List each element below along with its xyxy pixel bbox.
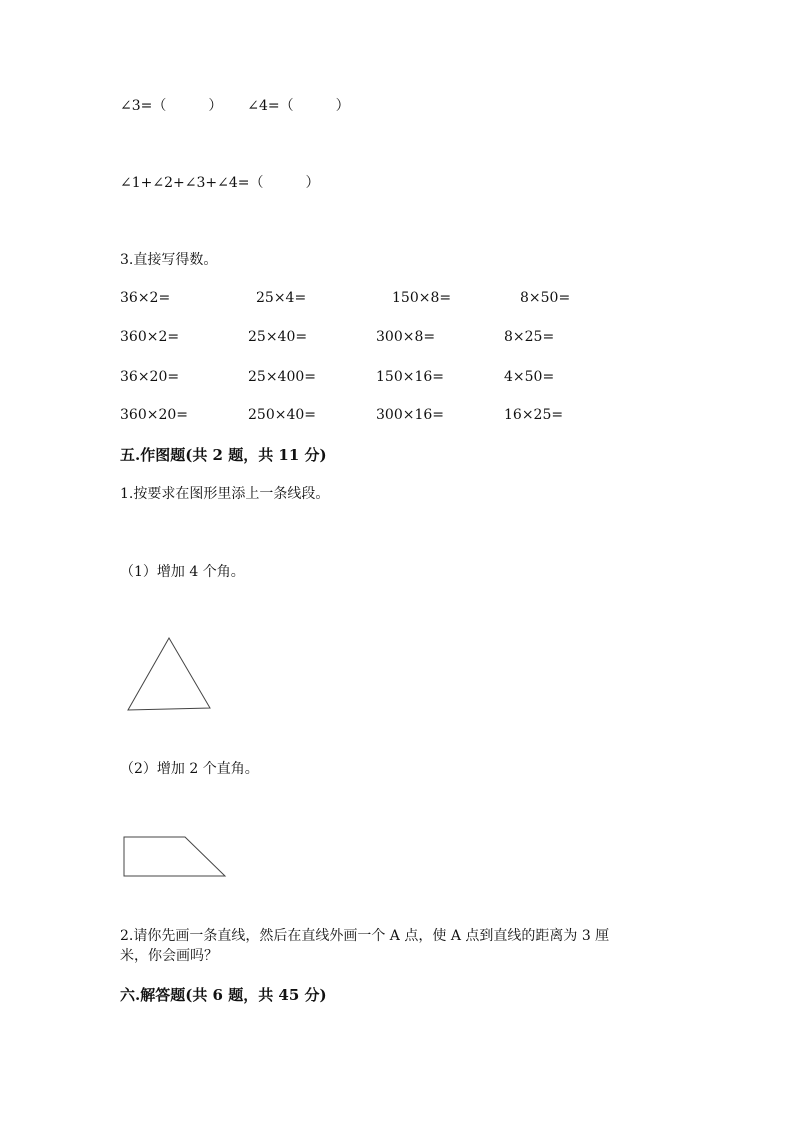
angle4-blank: ∠4=（ ） [247,98,350,114]
s5-q1-title: 1.按要求在图形里添上一条线段。 [120,486,330,502]
calc-item: 25×400= [248,369,316,385]
calc-item: 8×25= [504,329,555,345]
calc-item: 150×16= [376,369,444,385]
calc-item: 25×40= [248,329,308,345]
angle-sum-line: ∠1+∠2+∠3+∠4=（ ） [120,175,320,191]
calc-item: 300×8= [376,329,436,345]
s5-q1-sub1: （1）增加 4 个角。 [120,564,245,580]
calc-item: 25×4= [256,290,307,306]
q3-title: 3.直接写得数。 [120,252,218,268]
calc-item: 360×20= [120,407,188,423]
s5-q1-sub2: （2）增加 2 个直角。 [120,761,259,777]
calc-item: 250×40= [248,407,316,423]
angle3-blank: ∠3=（ ） [120,98,223,114]
calc-item: 36×20= [120,369,180,385]
calc-item: 16×25= [504,407,564,423]
section5-title: 五.作图题(共 2 题，共 11 分) [120,446,327,464]
calc-item: 150×8= [392,290,452,306]
calc-item: 4×50= [504,369,555,385]
section6-title: 六.解答题(共 6 题，共 45 分) [120,986,327,1004]
s5-q2-line1: 2.请你先画一条直线，然后在直线外画一个 A 点，使 A 点到直线的距离为 3 厘 [120,928,610,944]
trapezoid-figure [118,830,238,886]
angle-answer-line [120,96,350,116]
calc-item: 36×2= [120,290,171,306]
s5-q2-line2: 米，你会画吗？ [120,948,218,964]
calc-item: 300×16= [376,407,444,423]
calc-item: 360×2= [120,329,180,345]
calc-item: 8×50= [520,290,571,306]
triangle-figure [118,630,218,720]
